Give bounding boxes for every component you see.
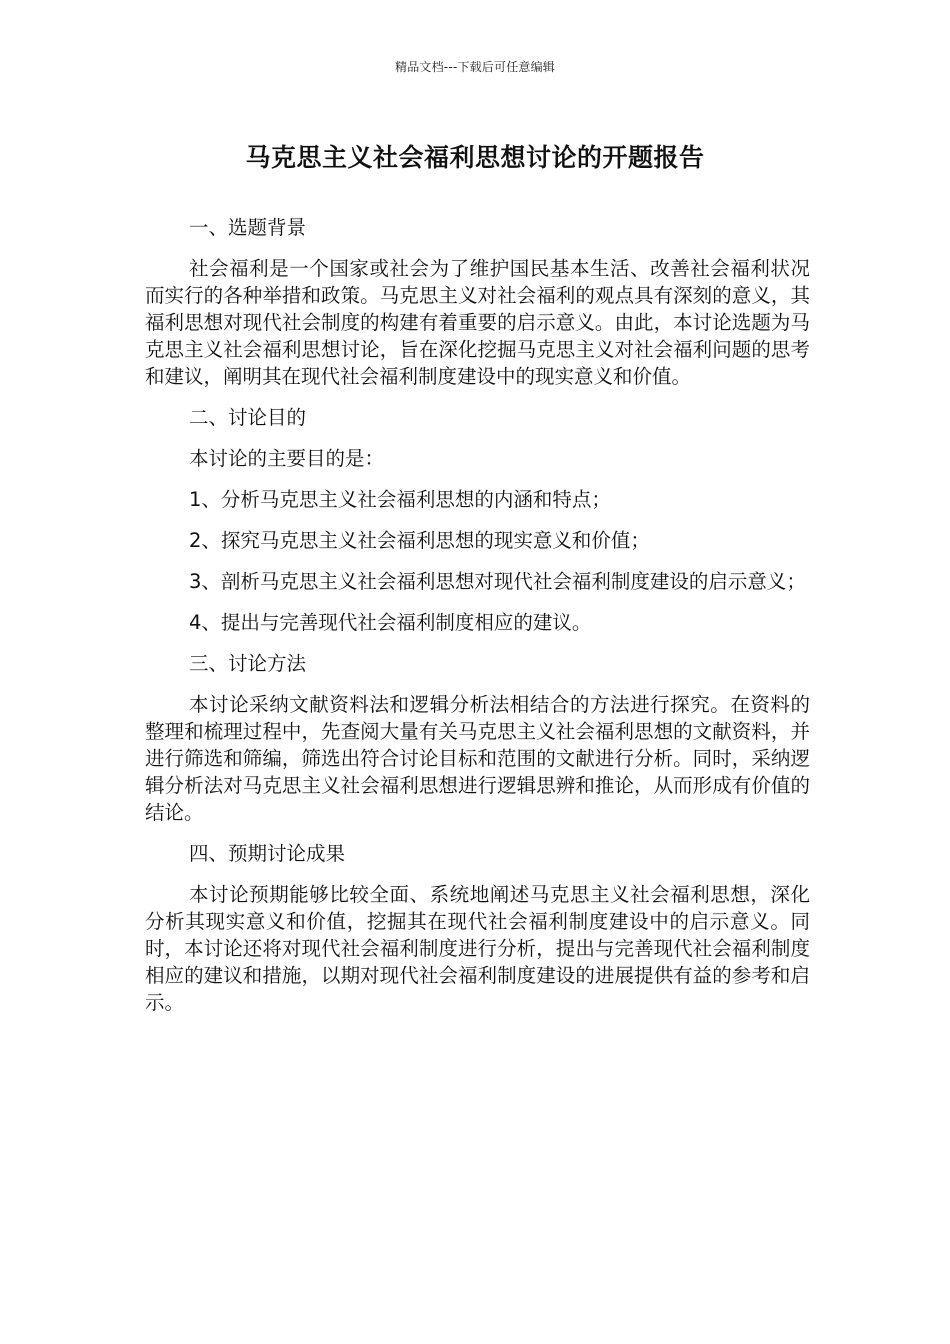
method-paragraph: 本讨论采纳文献资料法和逻辑分析法相结合的方法进行探究。在资料的整理和梳理过程中，先查阅大量有关马克思主义社会福利思想的文献资料，并进行筛选和筛编，筛选出符合讨论目标和范围的文献进行分析。同时，采纳逻辑分析法对马克思主义社会福利思想进行逻辑思辨和推论，从而形成有价值的结论。 xyxy=(145,693,810,824)
purpose-item-1: 1、分析马克思主义社会福利思想的内涵和特点； xyxy=(189,488,611,511)
purpose-intro: 本讨论的主要目的是： xyxy=(189,447,385,470)
section-heading-background: 一、选题背景 xyxy=(189,216,307,239)
purpose-item-3: 3、剖析马克思主义社会福利思想对现代社会福利制度建设的启示意义； xyxy=(189,570,806,593)
section-heading-method: 三、讨论方法 xyxy=(189,652,307,675)
document-title: 马克思主义社会福利思想讨论的开题报告 xyxy=(245,143,705,172)
purpose-item-2: 2、探究马克思主义社会福利思想的现实意义和价值； xyxy=(189,529,650,552)
page-header: 精品文档---下载后可任意编辑 xyxy=(395,60,555,74)
section-heading-purpose: 二、讨论目的 xyxy=(189,406,307,429)
section-heading-results: 四、预期讨论成果 xyxy=(189,842,346,865)
document-body xyxy=(145,214,810,1016)
purpose-item-4: 4、提出与完善现代社会福利制度相应的建议。 xyxy=(189,611,592,634)
background-paragraph: 社会福利是一个国家或社会为了维护国民基本生活、改善社会福利状况而实行的各种举措和政策。马克思主义对社会福利的观点具有深刻的意义，其福利思想对现代社会制度的构建有着重要的启示意义。由此，本讨论选题为马克思主义社会福利思想讨论，旨在深化挖掘马克思主义对社会福利问题的思考和建议，阐明其在现代社会福利制度建设中的现实意义和价值。 xyxy=(145,257,810,388)
results-paragraph: 本讨论预期能够比较全面、系统地阐述马克思主义社会福利思想，深化分析其现实意义和价值，挖掘其在现代社会福利制度建设中的启示意义。同时，本讨论还将对现代社会福利制度进行分析，提出与完善现代社会福利制度相应的建议和措施，以期对现代社会福利制度建设的进展提供有益的参考和启示。 xyxy=(145,883,810,1014)
